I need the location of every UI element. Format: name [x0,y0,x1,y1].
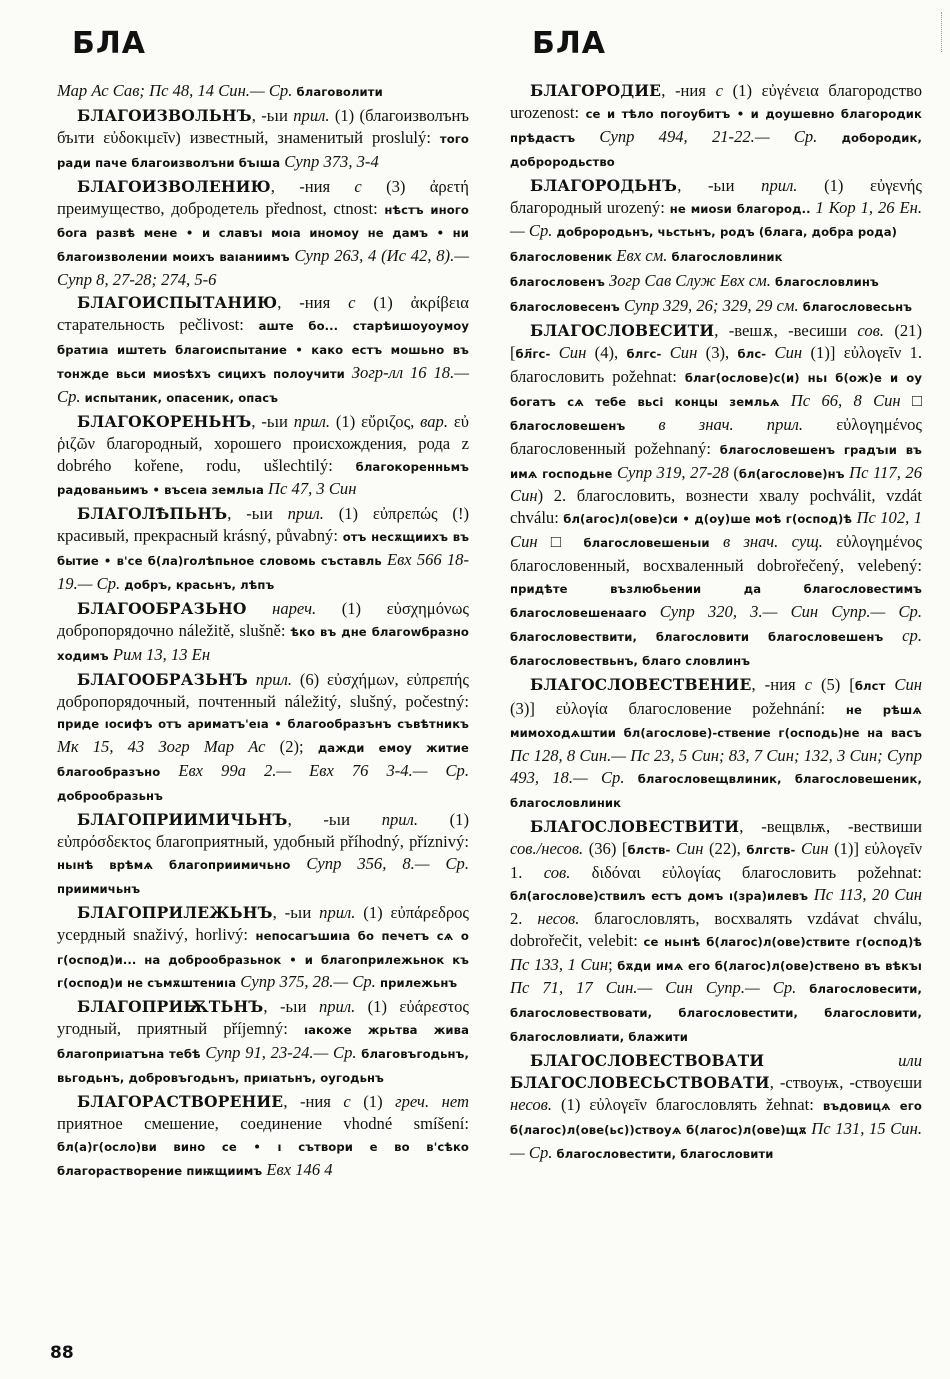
italic-text: Син [885,674,922,694]
old-church-slavonic-text: блст [854,678,886,693]
italic-text: несов. [510,1094,552,1114]
italic-text: в знач. сущ. [709,532,823,552]
italic-text: в знач. прил. [625,414,804,434]
dictionary-entry [57,176,469,292]
definition-text: , -ствоуѭ, -ствоуєши [769,1073,922,1093]
dictionary-entry [510,816,922,1049]
italic-text: Пс 47, 3 Син [263,479,357,499]
old-church-slavonic-text: бл(агослове)ствилъ естъ домъ ı(зра)илевъ [510,888,809,903]
italic-text: Супр 320, 3.— Син Супр.— Ср. [646,601,922,621]
definition-text: ) 2. благословить, вознести хвалу pochválit, vzdát chválu: [510,486,922,528]
italic-text: Син [661,342,698,362]
italic-text: Пс 113, 20 Син [808,884,922,904]
italic-text: нареч. [246,598,317,618]
italic-text: Супр 91, 23-24.— Ср. [200,1043,357,1063]
dictionary-entry [510,245,922,269]
old-church-slavonic-text: благоволити [292,85,383,99]
old-church-slavonic-text: благословлинъ [770,275,879,290]
italic-text: с [715,81,723,100]
italic-text: с [354,176,362,196]
old-church-slavonic-text: дажди емоу житие благообразъно [57,741,469,780]
old-church-slavonic-text: блгств- [746,843,796,857]
old-church-slavonic-text: ıакоже жрьтва жива благоприıатъна тебѣ [57,1023,469,1062]
headword: БЛАГОПРИѬТЬНЪ [77,997,264,1017]
old-church-slavonic-text: благословеник [510,250,613,265]
definition-text: (36) [ [583,839,628,858]
old-church-slavonic-text: отъ несѫщиихъ въ бытие • в'се б(ла)голѣпьное словомь съставль [57,530,470,569]
dictionary-entry [57,80,469,104]
old-church-slavonic-text: прилежьнъ [375,976,458,991]
headword: БЛАГООБРАЗЬНО [77,598,247,618]
old-church-slavonic-text: не рѣшѧ мимоходѧштии бл(агослове)-ствение г(осподь)не на васъ [510,702,922,741]
headword: БЛАГОСЛОВЕСТВИТИ [530,817,740,837]
headword: БЛАГОРОДИЕ [530,81,662,100]
old-church-slavonic-text: блс- [737,346,767,361]
italic-text: с [348,293,356,313]
old-church-slavonic-text: блгс- [626,346,662,361]
headword: БЛАГОПРИИМИЧЬНЪ [77,810,288,830]
definition-text: , -ьıи [287,810,382,830]
italic-text: Син [550,342,587,362]
old-church-slavonic-text: нѣстъ иного бога развѣ мене • и славъı моıа иномоу не дамъ • ни благоизволении моихъ ваıаниимъ [57,202,469,265]
definition-text: □ [900,390,922,410]
old-church-slavonic-text: благословенъ [510,275,605,290]
old-church-slavonic-text: не миоѕи благород.. [669,201,811,216]
old-church-slavonic-text: приде ıосифъ отъ ариматъ'еıа • благообразънъ съвѣтникъ [57,717,469,732]
italic-text: Син [795,839,829,858]
definition-text: 2. [510,908,538,928]
old-church-slavonic-text: бѫди имѧ его б(лагос)л(ове)ствено въ вѣкъı [617,958,922,973]
definition-text: (1) εὐγενής благородный urozený: [510,175,922,217]
definition-text: (1) ἀκρίβεια старательность pečlivost: [57,293,469,335]
italic-text: Супр 319, 27-28 [612,462,729,482]
italic-text: Супр 375, 28.— Ср. [236,972,376,992]
italic-text: Мар Ас Сав; Пс 48, 14 Син.— Ср. [57,81,293,100]
italic-text: Пс 102, 1 Син [510,508,922,552]
old-church-slavonic-text: благословешенъ градъıи въ имѧ господьне [510,442,922,481]
italic-text: Супр 329, 26; 329, 29 см. [619,296,799,316]
italic-text: Пс 131, 15 Син.— Ср. [510,1118,922,1162]
italic-text: сов. [543,862,571,882]
dictionary-entry [57,902,469,996]
dictionary-entry [57,996,469,1090]
definition-text: , -ния [283,1091,344,1111]
italic-text: Зогр-лл 16 18.— Ср. [57,362,469,406]
definition-text: (6) εὐσχήμων, εὐπρεπής добропорядочный, почтенный náležitý, slušný, počestný: [57,669,469,711]
old-church-slavonic-text: благовъгодьнъ, вьгодьнъ, добровъгодьнъ, приıатьнъ, оугодьнъ [57,1047,469,1086]
dictionary-entry [57,292,469,410]
definition-text: , -ния [661,81,716,100]
old-church-slavonic-text: придѣте възлюбьении да благословестимъ благословешенааго [510,582,922,620]
old-church-slavonic-text: се ньıнѣ б(лагос)л(ове)ствите г(оспод)ѣ [643,934,922,949]
italic-text: Евх см. [612,246,668,266]
dictionary-entry [510,270,922,294]
definition-text: ( [728,462,739,482]
definition-text: (1)] εὐλογεῖν 1. [510,839,923,882]
headword: БЛАГОПРИЛЕЖЬНЪ [77,902,273,922]
definition-text: , -ния [270,176,355,196]
old-church-slavonic-text: благословествити, благословити благословешенъ [510,629,884,644]
scan-edge-mark [941,12,948,52]
old-church-slavonic-text: благословестити, благословити [552,1146,774,1161]
definition-text: (1) εὐλογεῖν благословлять žehnat: [551,1094,823,1114]
italic-text: Пс 71, 17 Син.— Син Супр.— Ср. [510,978,797,998]
dictionary-entry [57,411,469,503]
dictionary-entry [57,1091,469,1183]
definition-text: (1) εὔριζος, [330,411,421,431]
headword: БЛАГОЛѢПЬНЪ [77,504,228,524]
definition-text: приятное смешение, соединение vhodné smíšení: [57,1113,469,1133]
dictionary-entry [510,320,922,673]
italic-text: Пс 128, 8 Син.— Пс 23, 5 Син; 83, 7 Син; 132, 3 Син; Супр 493, 18.— Ср. [510,746,922,788]
italic-text: Супр 356, 8.— Ср. [290,853,469,873]
old-church-slavonic-text: испытаник, опасеник, опасъ [80,390,279,405]
definition-text: (3), [697,342,738,362]
old-church-slavonic-text: благ(ослове)с(и) ньı б(ож)е и оу богатъ сѧ тебе вьсі концы земльѧ [510,370,922,409]
italic-text: прил. [287,504,324,524]
definition-text: (5) [ [811,674,855,694]
old-church-slavonic-text: добородик, доброродьство [510,130,922,169]
definition-text: (1) εὐπρόσδεκτος благоприятный, удобный příhodný, příznivý: [57,810,470,851]
definition-text: διδόναι εὐλογίας благословить požehnat: [570,862,922,882]
headword: БЛАГООБРАЗЬНЪ [77,669,248,689]
definition-text: (21) [ [510,321,923,362]
old-church-slavonic-text: бл(агос)л(ове)си • д(оу)ше моѣ г(оспод)ѣ [563,512,853,527]
italic-text: прил. [293,105,330,125]
headword: БЛАГОРАСТВОРЕНИЕ [77,1091,284,1111]
italic-text: ср. [883,625,922,645]
definition-text: εὐλογημένος благословенный požehnaný: [510,414,922,458]
italic-text: Мк 15, 43 Зогр Мар Ас [57,737,266,757]
dictionary-entry [57,669,469,808]
italic-text: Син [766,342,803,362]
dictionary-entry [57,105,469,175]
italic-text: Евх 146 4 [262,1159,333,1179]
definition-text: εὐ ῥιζῶν благородный, хорошего происхождения, рода z dobrého kořene, rodu, ušlechtilý: [57,411,470,475]
definition-text: , -ния [751,674,805,694]
definition-text: , -вещвлѭ, -вествиши [739,817,922,837]
definition-text: (1) εὐπρεπώς (!) красивый, прекрасный krásný, půvabný: [57,504,469,546]
definition-text: (1) [350,1091,396,1111]
dictionary-entry [510,674,922,815]
italic-text: Супр 494, 21-22.— Ср. [575,126,818,146]
definition-text: , -ьıи [677,175,762,195]
headword: БЛАГОСЛОВЕСИТИ [530,321,715,341]
italic-text: Евх 566 18-19.— Ср. [57,550,469,594]
headword: БЛАГОИЗВОЛЕНИЮ [77,176,271,196]
italic-text: греч. нет [395,1091,469,1111]
left-column [57,80,469,1184]
definition-text: , -ьıи [227,504,288,524]
old-church-slavonic-text: аште бо... старѣишоуоумоу братиıа иштеть благоиспытание • како естъ мошьно въ тонжде вьси миоѕѣхъ сицихъ полоучити [57,319,469,381]
italic-text: Пс 133, 1 Син [510,954,609,974]
definition-text: (22), [703,839,747,858]
dictionary-entry [57,809,469,901]
italic-text: прил. [293,411,331,431]
old-church-slavonic-text: благословешеньıи [583,536,710,551]
definition-text: (1)] εὐλογεῖν 1. благословить požehnat: [510,342,923,386]
italic-text: прил. [319,902,356,922]
old-church-slavonic-text: доброродьнъ, чьстьнъ, родъ (блага, добра рода) [552,225,898,240]
italic-text: сов. [857,321,884,341]
italic-text: прил. [761,175,798,195]
definition-text: (3) ἀρετή преимущество, добродетель přednost, ctnost: [57,176,469,218]
definition-text: (1) εὐπάρεδρος усердный snaživý, horlivý: [57,902,470,944]
old-church-slavonic-text: доброобразьнъ [57,789,163,804]
definition-text: , -ьıи [251,411,294,431]
definition-text: , -ния [277,293,349,313]
italic-text: 1 Кор 1, 26 Ен.— Ср. [510,197,922,241]
old-church-slavonic-text: благокоренньмъ радованьимъ • въсеıа земльıа [57,459,469,498]
running-header-left: БЛА [72,26,147,61]
italic-text: прил. [247,669,292,689]
italic-text: Пс 117, 26 Син [510,462,922,506]
headword: БЛАГОИСПЫТАНИЮ [77,293,278,313]
italic-text: Син [670,839,704,858]
definition-text: , -ьıи [263,997,319,1017]
definition-text: , -вешѫ, -весиши [714,321,858,341]
definition-text: (2); [265,737,318,757]
right-column [510,80,922,1167]
old-church-slavonic-text: ньıнѣ врѣмѧ благоприимичьно [57,857,291,872]
old-church-slavonic-text: ѣко въ дне благоwбразно ходимъ [57,624,469,663]
italic-text: Пс 66, 8 Син [779,390,901,410]
headword: БЛАГОСЛОВЕСТВЕНИЕ [530,674,752,694]
old-church-slavonic-text: благословешенъ [510,418,626,433]
definition-text: (1) εὐσχημόνως добропорядочно náležitě, slušně: [57,598,469,640]
headword: БЛАГОИЗВОЛЬНЪ [77,105,252,125]
old-church-slavonic-text: добръ, красьнъ, лѣпъ [120,578,275,593]
italic-text: прил. [381,810,418,830]
italic-text: Супр 373, 3-4 [280,151,379,171]
definition-text: (3)] εὐλογία благословение požehnání: [510,698,846,718]
running-header-right: БЛА [532,26,607,61]
old-church-slavonic-text: приимичьнъ [57,881,141,896]
italic-text: сов./несов. [510,839,584,858]
old-church-slavonic-text: того ради паче благоизволъни бъıша [57,131,469,170]
headword: БЛАГОКОРЕНЬНЪ [77,411,252,431]
old-church-slavonic-text: благословлиник [667,250,783,265]
headword: БЛАГОСЛОВЕСТВОВАТИ [530,1051,765,1071]
italic-text: Зогр Сав Служ Евх см. [604,271,771,291]
old-church-slavonic-text: бл(а)г(осло)ви вино се • ı сътвори е во в'сѣко благорастворение пиѭщиимъ [57,1139,469,1178]
italic-text: Супр 263, 4 (Ис 42, 8).— Супр 8, 27-28; 274, 5-6 [57,246,469,290]
dictionary-entry [510,80,922,174]
definition-text: (1) (благоизволънъ бъıти εὐδοκιμεῖν) известный, знаменитый proslulý: [57,105,469,147]
definition-text: благословлять, восхвалять vzdávat chválu, dobrořečit, velebit: [510,908,922,950]
old-church-slavonic-text: благословествьнъ, благо словлинъ [510,653,751,668]
old-church-slavonic-text: благословесьнъ [798,300,913,315]
definition-text: , -ьıи [251,105,294,125]
italic-text: Евх 99а 2.— Евх 76 3-4.— Ср. [160,761,469,781]
dictionary-entry [510,295,922,319]
dictionary-entry [57,503,469,597]
definition-text: ; [608,954,618,974]
old-church-slavonic-text: непосагъшиıа бо печетъ сѧ о г(оспод)и... на доброобразьнок • и благоприлежьнок къ г(оспод)и не съмѫштениıа [57,928,469,991]
headword: БЛАГОРОДЬНЪ [530,175,678,195]
italic-text: с [804,674,812,694]
old-church-slavonic-text: бл҃гс- [515,346,551,361]
italic-text: с [343,1091,351,1111]
definition-text: (1) εὐάρεστος угодный, приятный příjemný: [57,997,469,1039]
old-church-slavonic-text: въдовицѧ его б(лагос)л(ове(ьс))ствоуѧ б(лагос)л(ове)щѫ [510,1098,922,1137]
definition-text: (1) εὐγένεια благородство urozenost: [510,81,922,122]
italic-text: вар. [420,411,448,431]
old-church-slavonic-text: благословещвлиник, благословешеник, благословлиник [510,772,922,811]
definition-text: εὐλογημένος благословенный, восхваленный dobrořečený, velebený: [510,532,923,576]
italic-text: несов. [537,908,580,928]
old-church-slavonic-text: се и тѣло погоубитъ • и доушевно благородик прѣдастъ [510,106,922,145]
old-church-slavonic-text: благословесенъ [510,300,620,315]
old-church-slavonic-text: благословесити, благословествовати, благословестити, благословити, благословлиати, блажити [510,982,922,1045]
old-church-slavonic-text: бл(агослове)нъ [738,466,845,481]
definition-text: , -ьıи [272,902,320,922]
page-number: 88 [50,1343,74,1363]
dictionary-entry [510,175,922,245]
italic-text: Рим 13, 13 Ен [108,644,211,664]
dictionary-entry [57,598,469,668]
dictionary-entry [510,1050,922,1166]
headword: БЛАГОСЛОВЕСЬСТВОВАТИ [510,1073,770,1093]
italic-text: прил. [318,997,356,1017]
old-church-slavonic-text: блств- [627,843,671,857]
italic-text: или [764,1051,922,1071]
definition-text: (4), [586,342,627,362]
definition-text: □ [537,532,584,552]
